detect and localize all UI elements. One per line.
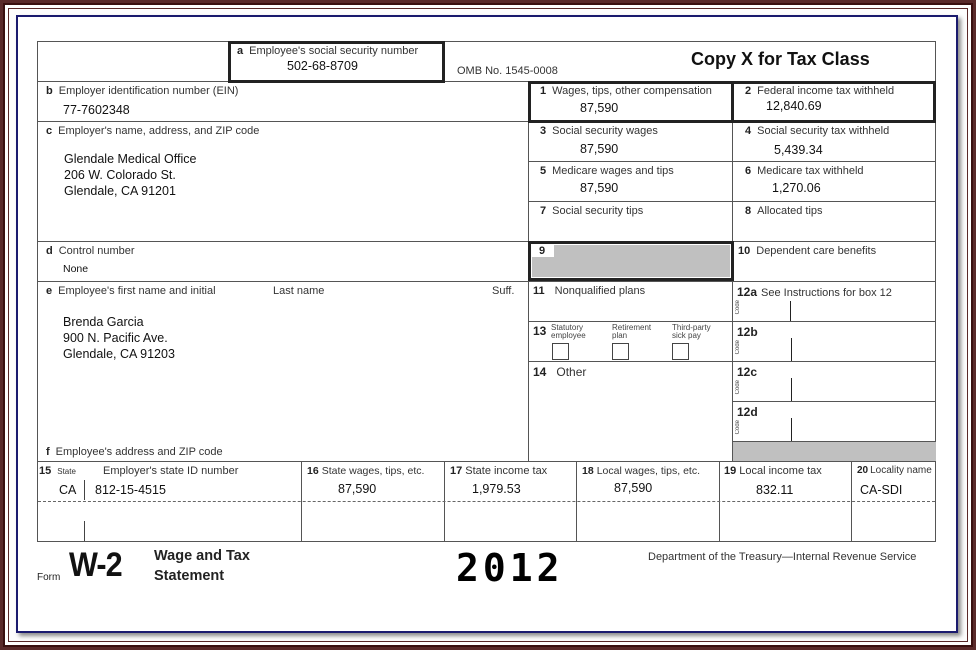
box-17-value[interactable]: 1,979.53	[472, 482, 521, 496]
divider	[37, 281, 936, 282]
box-15-label: 15 State	[39, 465, 76, 477]
box-e-line-1[interactable]: Brenda Garcia	[63, 315, 144, 329]
retirement-plan-checkbox[interactable]	[612, 343, 629, 360]
divider	[732, 401, 936, 402]
box-12a-label: 12a See Instructions for box 12	[737, 285, 892, 299]
box-20-value[interactable]: CA-SDI	[860, 483, 903, 497]
box-15-id-value[interactable]: 812-15-4515	[95, 483, 166, 497]
box-4-value[interactable]: 5,439.34	[774, 143, 823, 157]
form-number: W-2	[69, 546, 122, 584]
box-b-label: b Employer identification number (EIN)	[46, 85, 239, 97]
box-8-label: 8 Allocated tips	[745, 205, 823, 217]
box-2-value[interactable]: 12,840.69	[766, 99, 822, 113]
box-6-label: 6 Medicare tax withheld	[745, 165, 864, 177]
box-a-label: a Employee's social security number	[237, 45, 419, 57]
form-title-line-2: Statement	[154, 568, 225, 584]
box-12b-label: 12b	[737, 325, 758, 339]
box-19-label: 19 Local income tax	[724, 465, 822, 477]
box-e-label: e Employee's first name and initial	[46, 285, 216, 297]
box-13-number: 13	[533, 324, 547, 338]
box-17-label: 17 State income tax	[450, 465, 548, 477]
box-12c-code-label: Code	[735, 380, 741, 395]
divider	[37, 461, 936, 462]
box-c-line-2[interactable]: 206 W. Colorado St.	[64, 168, 176, 182]
box-12b-code-label: Code	[735, 340, 741, 355]
box-12b-separator	[791, 338, 792, 361]
box-9-shaded	[532, 245, 730, 277]
form-word: Form	[37, 572, 61, 583]
box-f-label: f Employee's address and ZIP code	[46, 446, 223, 458]
box-7-label: 7 Social security tips	[540, 205, 644, 217]
box-16-label: 16 State wages, tips, etc.	[307, 465, 425, 477]
box-12d-separator	[791, 418, 792, 441]
tax-year: 2012	[456, 546, 564, 590]
box-c-line-1[interactable]: Glendale Medical Office	[64, 152, 197, 166]
state-separator-top	[84, 480, 85, 500]
form-title-line-1: Wage and Tax	[154, 548, 250, 564]
box-18-label: 18 Local wages, tips, etc.	[582, 465, 700, 477]
box-15-id-label: Employer's state ID number	[103, 465, 239, 477]
box-b-value[interactable]: 77-7602348	[63, 103, 130, 117]
box-13-retirement-label: Retirement plan	[612, 323, 652, 340]
divider	[37, 241, 936, 242]
box-5-value[interactable]: 87,590	[580, 181, 619, 195]
omb-number: OMB No. 1545-0008	[457, 65, 558, 77]
box-e-line-3[interactable]: Glendale, CA 91203	[63, 347, 175, 361]
box-1-value[interactable]: 87,590	[580, 101, 619, 115]
state-separator-bottom	[84, 521, 85, 541]
box-6-value[interactable]: 1,270.06	[772, 181, 821, 195]
box-13-statutory-label: Statutory employee	[551, 323, 586, 340]
box-13-thirdparty-label: Third-party sick pay	[672, 323, 711, 340]
box-16-value[interactable]: 87,590	[338, 482, 377, 496]
box-a-value[interactable]: 502-68-8709	[287, 59, 358, 73]
box-12d-label: 12d	[737, 405, 758, 419]
third-party-sick-pay-checkbox[interactable]	[672, 343, 689, 360]
box-9-label: 9	[539, 245, 546, 257]
box-e-line-2[interactable]: 900 N. Pacific Ave.	[63, 331, 168, 345]
box-11-label: 11 Nonqualified plans	[533, 285, 646, 297]
box-14-label: 14 Other	[533, 365, 587, 379]
box-12a-separator	[790, 301, 791, 321]
box-12a-code-label: Code	[735, 300, 741, 315]
box-c-label: c Employer's name, address, and ZIP code	[46, 125, 260, 137]
box-3-value[interactable]: 87,590	[580, 142, 619, 156]
box-d-label: d Control number	[46, 245, 135, 257]
box-4-label: 4 Social security tax withheld	[745, 125, 890, 137]
agency-text: Department of the Treasury—Internal Revenue Service	[648, 551, 917, 563]
box-12-shaded	[733, 442, 936, 461]
box-15-state-value[interactable]: CA	[59, 483, 77, 497]
suffix-label: Suff.	[492, 285, 515, 297]
statutory-employee-checkbox[interactable]	[552, 343, 569, 360]
box-10-label: 10 Dependent care benefits	[738, 245, 877, 257]
state-row-dashed-divider	[38, 501, 935, 502]
box-c-line-3[interactable]: Glendale, CA 91201	[64, 184, 176, 198]
box-19-value[interactable]: 832.11	[756, 483, 794, 497]
box-20-label: 20 Locality name	[857, 465, 932, 476]
box-1-label: 1 Wages, tips, other compensation	[540, 85, 712, 97]
box-3-label: 3 Social security wages	[540, 125, 658, 137]
last-name-label: Last name	[273, 285, 325, 297]
box-d-value[interactable]: None	[63, 263, 89, 275]
box-12c-separator	[791, 378, 792, 401]
box-12c-label: 12c	[737, 365, 758, 379]
box-5-label: 5 Medicare wages and tips	[540, 165, 674, 177]
box-12d-code-label: Code	[735, 420, 741, 435]
box-18-value[interactable]: 87,590	[614, 481, 653, 495]
box-2-label: 2 Federal income tax withheld	[745, 85, 895, 97]
copy-label: Copy X for Tax Class	[691, 49, 870, 69]
